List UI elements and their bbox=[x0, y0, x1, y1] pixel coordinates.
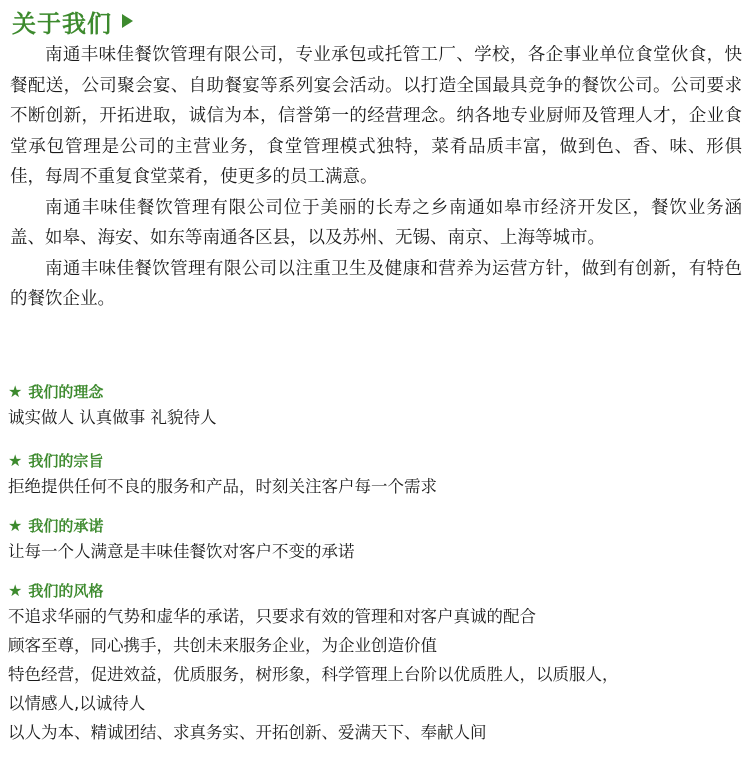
star-icon: ★ bbox=[8, 580, 23, 600]
section-heading bbox=[8, 578, 744, 602]
section-heading bbox=[8, 379, 744, 403]
intro-paragraph: 南通丰味佳餐饮管理有限公司以注重卫生及健康和营养为运营方针，做到有创新，有特色的餐饮企业。 bbox=[10, 258, 742, 309]
section-promise bbox=[8, 513, 744, 566]
section-line: 诚实做人 认真做事 礼貌待人 bbox=[8, 408, 217, 427]
section-line: 拒绝提供任何不良的服务和产品，时刻关注客户每一个需求 bbox=[8, 477, 437, 496]
triangle-right-icon bbox=[122, 14, 133, 28]
section-title: 我们的承诺 bbox=[28, 516, 104, 535]
star-icon: ★ bbox=[8, 515, 23, 535]
section-line: 特色经营，促进效益，优质服务，树形象，科学管理上台阶以优质胜人，以质服人， bbox=[8, 665, 619, 684]
section-title: 我们的宗旨 bbox=[28, 451, 104, 470]
section-line: 不追求华丽的气势和虚华的承诺，只要求有效的管理和对客户真诚的配合 bbox=[8, 607, 536, 626]
section-body bbox=[8, 602, 744, 747]
section-body bbox=[8, 537, 744, 566]
intro-paragraph: 南通丰味佳餐饮管理有限公司，专业承包或托管工厂、学校，各企事业单位食堂伙食，快餐配送，公司聚会宴、自助餐宴等系列宴会活动。以打造全国最具竞争的餐饮公司。公司要求不断创新，开拓进取，诚信为本，信誉第一的经营理念。纳各地专业厨师及管理人才，企业食堂承包管理是公司的主营业务，食堂管理模式独特，菜肴品质丰富，做到色、香、味、形俱佳，每周不重复食堂菜肴，使更多的员工满意。 bbox=[10, 45, 742, 187]
section-line: 以人为本、精诚团结、求真务实、开拓创新、爱满天下、奉献人间 bbox=[8, 723, 487, 742]
section-line: 让每一个人满意是丰味佳餐饮对客户不变的承诺 bbox=[8, 542, 355, 561]
section-heading bbox=[8, 448, 744, 472]
section-title: 我们的理念 bbox=[28, 382, 104, 401]
section-body bbox=[8, 403, 744, 432]
section-line: 顾客至尊，同心携手，共创未来服务企业，为企业创造价值 bbox=[8, 636, 437, 655]
page-header bbox=[12, 4, 133, 38]
section-line: 以情感人,以诚待人 bbox=[8, 694, 146, 713]
intro-text bbox=[10, 40, 742, 315]
intro-paragraph: 南通丰味佳餐饮管理有限公司位于美丽的长寿之乡南通如皋市经济开发区，餐饮业务涵盖、如皋、海安、如东等南通各区县，以及苏州、无锡、南京、上海等城市。 bbox=[10, 197, 742, 248]
section-heading bbox=[8, 513, 744, 537]
section-body bbox=[8, 472, 744, 501]
star-icon: ★ bbox=[8, 381, 23, 401]
page-title: 关于我们 bbox=[12, 9, 112, 38]
section-purpose bbox=[8, 448, 744, 501]
section-title: 我们的风格 bbox=[28, 581, 104, 600]
section-concept bbox=[8, 379, 744, 432]
star-icon: ★ bbox=[8, 450, 23, 470]
section-style bbox=[8, 578, 744, 747]
